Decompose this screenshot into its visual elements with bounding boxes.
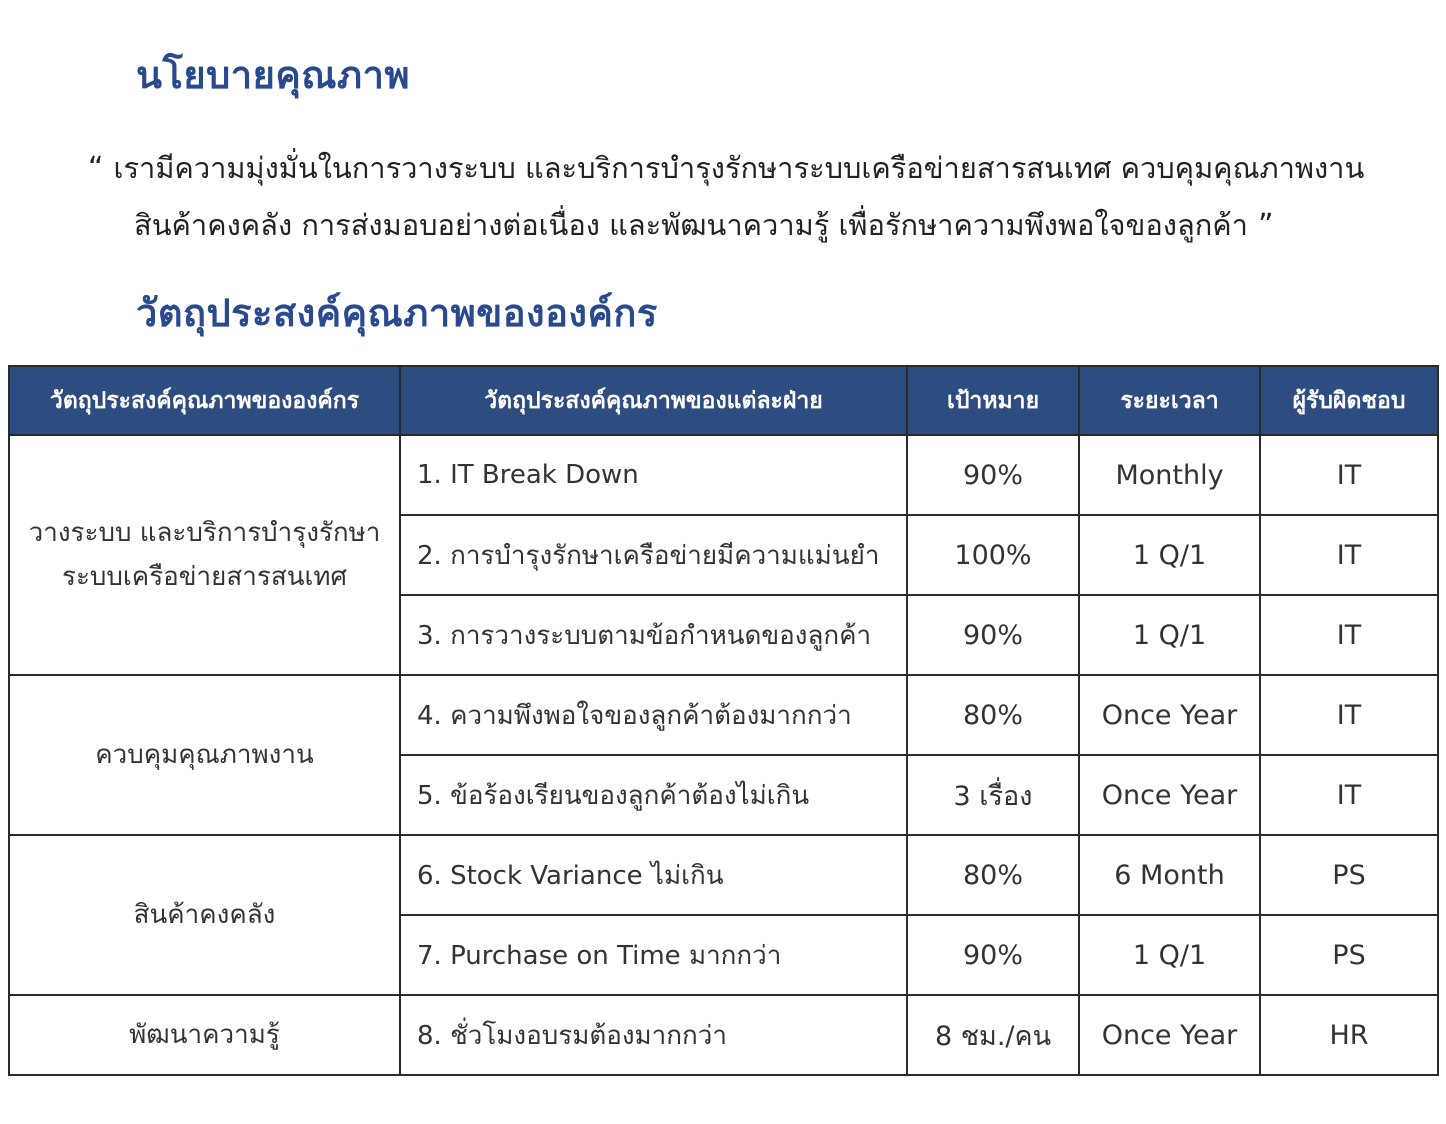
dept-objective-cell: 1. IT Break Down: [400, 435, 907, 515]
target-cell: 8 ชม./คน: [907, 995, 1079, 1075]
table-row: [9, 435, 1438, 515]
open-quote-mark: “: [88, 151, 104, 186]
policy-quote: [70, 140, 1380, 254]
header-dept-objective: วัตถุประสงค์คุณภาพของแต่ละฝ่าย: [400, 366, 907, 435]
target-cell: 80%: [907, 675, 1079, 755]
quote-line-2: [70, 197, 1380, 254]
section-title: วัตถุประสงค์คุณภาพขององค์กร: [136, 291, 658, 335]
table-header-row: [9, 366, 1438, 435]
target-cell: 90%: [907, 595, 1079, 675]
header-target: เป้าหมาย: [907, 366, 1079, 435]
table-row: [9, 675, 1438, 755]
page-title: นโยบายคุณภาพ: [136, 53, 410, 97]
dept-objective-cell: 7. Purchase on Time มากกว่า: [400, 915, 907, 995]
org-objective-cell: พัฒนาความรู้: [9, 995, 400, 1075]
target-cell: 3 เรื่อง: [907, 755, 1079, 835]
table-row: [9, 835, 1438, 915]
quality-objectives-table: [8, 365, 1439, 1076]
owner-cell: PS: [1260, 835, 1438, 915]
header-org-objective: วัตถุประสงค์คุณภาพขององค์กร: [9, 366, 400, 435]
period-cell: Once Year: [1079, 675, 1260, 755]
close-quote-mark: ”: [1257, 208, 1274, 243]
owner-cell: IT: [1260, 755, 1438, 835]
dept-objective-cell: 4. ความพึงพอใจของลูกค้าต้องมากกว่า: [400, 675, 907, 755]
quote-text-1: เรามีความมุ่งมั่นในการวางระบบ และบริการบำรุงรักษาระบบเครือข่ายสารสนเทศ ควบคุมคุณภาพงาน: [113, 151, 1365, 185]
dept-objective-cell: 3. การวางระบบตามข้อกำหนดของลูกค้า: [400, 595, 907, 675]
dept-objective-cell: 2. การบำรุงรักษาเครือข่ายมีความแม่นยำ: [400, 515, 907, 595]
quote-text-2: สินค้าคงคลัง การส่งมอบอย่างต่อเนื่อง และพัฒนาความรู้ เพื่อรักษาความพึงพอใจของลูกค้า: [134, 208, 1248, 242]
target-cell: 80%: [907, 835, 1079, 915]
period-cell: Once Year: [1079, 755, 1260, 835]
header-owner: ผู้รับผิดชอบ: [1260, 366, 1438, 435]
org-objective-cell: วางระบบ และบริการบำรุงรักษา ระบบเครือข่ายสารสนเทศ: [9, 435, 400, 675]
period-cell: Monthly: [1079, 435, 1260, 515]
owner-cell: IT: [1260, 675, 1438, 755]
dept-objective-cell: 5. ข้อร้องเรียนของลูกค้าต้องไม่เกิน: [400, 755, 907, 835]
org-objective-cell: สินค้าคงคลัง: [9, 835, 400, 995]
target-cell: 90%: [907, 915, 1079, 995]
dept-objective-cell: 8. ชั่วโมงอบรมต้องมากกว่า: [400, 995, 907, 1075]
owner-cell: IT: [1260, 435, 1438, 515]
table-row: [9, 995, 1438, 1075]
owner-cell: IT: [1260, 515, 1438, 595]
owner-cell: PS: [1260, 915, 1438, 995]
period-cell: 1 Q/1: [1079, 915, 1260, 995]
target-cell: 90%: [907, 435, 1079, 515]
period-cell: Once Year: [1079, 995, 1260, 1075]
period-cell: 6 Month: [1079, 835, 1260, 915]
period-cell: 1 Q/1: [1079, 515, 1260, 595]
period-cell: 1 Q/1: [1079, 595, 1260, 675]
target-cell: 100%: [907, 515, 1079, 595]
org-objective-cell: ควบคุมคุณภาพงาน: [9, 675, 400, 835]
header-period: ระยะเวลา: [1079, 366, 1260, 435]
dept-objective-cell: 6. Stock Variance ไม่เกิน: [400, 835, 907, 915]
quote-line-1: [70, 140, 1380, 197]
owner-cell: IT: [1260, 595, 1438, 675]
owner-cell: HR: [1260, 995, 1438, 1075]
